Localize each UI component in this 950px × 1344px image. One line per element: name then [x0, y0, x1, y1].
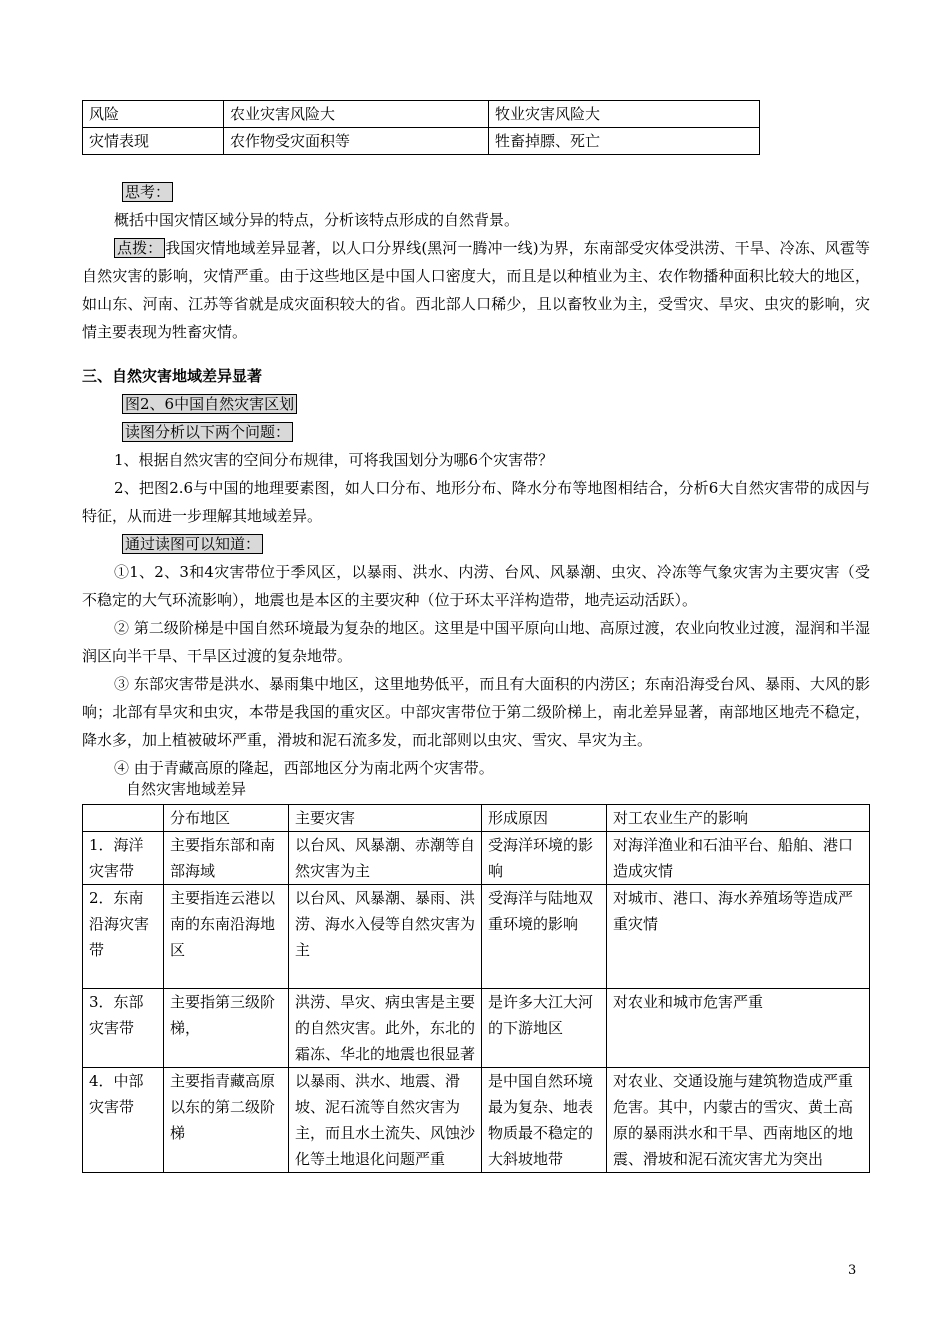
table-row	[83, 885, 870, 989]
knowledge-4: ④ 由于青藏高原的隆起，西部地区分为南北两个灾害带。	[114, 759, 494, 777]
knowledge-1: ①1、2、3和4灾害带位于季风区，以暴雨、洪水、内涝、台风、风暴潮、虫灾、冷冻等气象灾害为主要灾害（受不稳定的大气环流影响），地震也是本区的主要灾种（位于环太平洋构造带，地壳运动活跃）。	[82, 563, 870, 609]
table-caption: 自然灾害地域差异	[126, 780, 247, 798]
table-row	[83, 101, 760, 128]
table-row	[83, 989, 870, 1068]
hint-text: 我国灾情地域差异显著，以人口分界线(黑河一腾冲一线)为界，东南部受灾体受洪涝、干旱、冷冻、风雹等自然灾害的影响，灾情严重。由于这些地区是中国人口密度大，而且是以种植业为主、农作物播种面积比较大的地区，如山东、河南、江苏等省就是成灾面积较大的省。西北部人口稀少，且以畜牧业为主，受雪灾、旱灾、虫灾的影响，灾情主要表现为牲畜灾情。	[82, 239, 870, 341]
table-cell: 是中国自然环境最为复杂、地表物质最不稳定的大斜坡地带	[482, 1068, 607, 1173]
table-cell: 洪涝、旱灾、病虫害是主要的自然灾害。此外，东北的霜冻、华北的地震也很显著	[289, 989, 482, 1068]
hint-paragraph	[82, 234, 870, 346]
know-label: 通过读图可以知道：	[122, 534, 263, 554]
table-row	[83, 832, 870, 885]
knowledge-3: ③ 东部灾害带是洪水、暴雨集中地区，这里地势低平，而且有大面积的内涝区；东南沿海受台风、暴雨、大风的影响；北部有旱灾和虫灾，本带是我国的重灾区。中部灾害带位于第二级阶梯上，南北差异显著，南部地区地壳不稳定，降水多，加上植被破坏严重，滑坡和泥石流多发，而北部则以虫灾、雪灾、旱灾为主。	[82, 675, 870, 749]
table-cell: 以暴雨、洪水、地震、滑坡、泥石流等自然灾害为主，而且水土流失、风蚀沙化等土地退化问题严重	[289, 1068, 482, 1173]
table-row	[83, 128, 760, 155]
question-2: 2、把图2.6与中国的地理要素图，如人口分布、地形分布、降水分布等地图相结合，分析6大自然灾害带的成因与特征，从而进一步理解其地域差异。	[82, 479, 870, 525]
table-cell: 对农业和城市危害严重	[607, 989, 870, 1068]
table-header-row	[83, 805, 870, 832]
think-question: 概括中国灾情区域分异的特点，分析该特点形成的自然背景。	[114, 211, 520, 229]
question-1: 1、根据自然灾害的空间分布规律，可将我国划分为哪6个灾害带？	[114, 451, 554, 469]
table-cell: 主要指连云港以南的东南沿海地区	[164, 885, 289, 989]
table-cell: 主要指青藏高原以东的第二级阶梯	[164, 1068, 289, 1173]
think-section	[82, 178, 870, 346]
table-cell: 对海洋渔业和石油平台、船舶、港口造成灾情	[607, 832, 870, 885]
page-number: 3	[848, 1263, 857, 1278]
figure-label: 图2、6中国自然灾害区划	[122, 394, 297, 414]
header-cell: 分布地区	[164, 805, 289, 832]
hint-label: 点拨：	[114, 238, 165, 258]
table-row	[83, 1068, 870, 1173]
table-cell: 以台风、风暴潮、暴雨、洪涝、海水入侵等自然灾害为主	[289, 885, 482, 989]
table-cell: 牧业灾害风险大	[489, 101, 760, 128]
table-cell: 灾情表现	[83, 128, 224, 155]
table-cell: 受海洋环境的影响	[482, 832, 607, 885]
table-cell: 是许多大江大河的下游地区	[482, 989, 607, 1068]
table-cell: 农作物受灾面积等	[224, 128, 489, 155]
think-label: 思考：	[122, 182, 173, 202]
disaster-region-table	[82, 804, 870, 1173]
header-cell	[83, 805, 164, 832]
table-cell: 1．海洋灾害带	[83, 832, 164, 885]
table-cell: 牲畜掉膘、死亡	[489, 128, 760, 155]
table-cell: 主要指东部和南部海域	[164, 832, 289, 885]
table-cell: 以台风、风暴潮、赤潮等自然灾害为主	[289, 832, 482, 885]
header-cell: 对工农业生产的影响	[607, 805, 870, 832]
table-cell: 风险	[83, 101, 224, 128]
header-cell: 形成原因	[482, 805, 607, 832]
section-3	[82, 362, 870, 782]
read-label-line	[82, 418, 870, 446]
figure-label-line	[82, 390, 870, 418]
read-label: 读图分析以下两个问题：	[122, 422, 293, 442]
table-cell: 农业灾害风险大	[224, 101, 489, 128]
table-cell: 2．东南沿海灾害带	[83, 885, 164, 989]
risk-table	[82, 100, 760, 155]
know-label-line	[82, 530, 870, 558]
section-3-title: 三、自然灾害地域差异显著	[82, 367, 263, 385]
knowledge-2: ② 第二级阶梯是中国自然环境最为复杂的地区。这里是中国平原向山地、高原过渡，农业向牧业过渡，湿润和半湿润区向半干旱、干旱区过渡的复杂地带。	[82, 619, 870, 665]
table-cell: 3．东部灾害带	[83, 989, 164, 1068]
table-cell: 受海洋与陆地双重环境的影响	[482, 885, 607, 989]
header-cell: 主要灾害	[289, 805, 482, 832]
table-cell: 对农业、交通设施与建筑物造成严重危害。其中，内蒙古的雪灾、黄土高原的暴雨洪水和干旱、西南地区的地震、滑坡和泥石流灾害尤为突出	[607, 1068, 870, 1173]
table-cell: 4．中部灾害带	[83, 1068, 164, 1173]
table-cell: 主要指第三级阶梯，	[164, 989, 289, 1068]
table-cell: 对城市、港口、海水养殖场等造成严重灾情	[607, 885, 870, 989]
think-label-line	[82, 178, 870, 206]
